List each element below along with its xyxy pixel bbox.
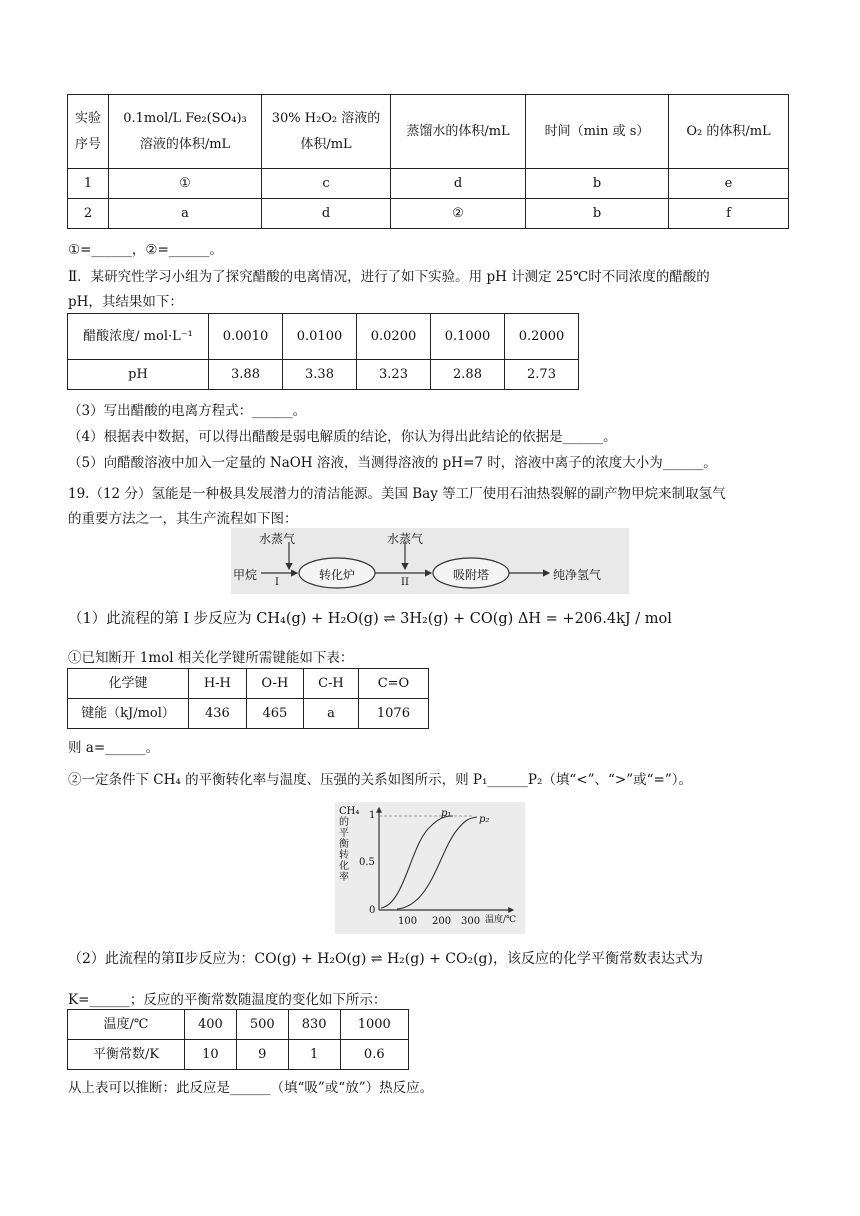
table-cell: 465 — [246, 699, 303, 729]
table-cell: f — [669, 199, 789, 229]
y-tick-05: 0.5 — [359, 857, 375, 868]
step-2-reaction: （2）此流程的第Ⅱ步反应为：CO(g) + H₂O(g) ⇌ H₂(g) + CO₂(g)，该反应的化学平衡常数表达式为 — [68, 951, 703, 967]
conversion-graph — [335, 802, 525, 934]
table-header: C-H — [304, 669, 359, 699]
table-cell: d — [262, 199, 391, 229]
x-tick-200: 200 — [432, 916, 452, 927]
x-tick-300: 300 — [461, 916, 481, 927]
step-2-label: II — [401, 577, 409, 588]
table-cell: 3.88 — [209, 360, 283, 390]
reactor-label: 转化炉 — [319, 568, 356, 582]
table-cell: b — [526, 199, 669, 229]
table-header: 温度/℃ — [68, 1010, 185, 1040]
methane-label: 甲烷 — [233, 568, 258, 582]
bond-energy-intro: ①已知断开 1mol 相关化学键所需键能如下表： — [68, 650, 354, 666]
table-cell: e — [669, 169, 789, 199]
conclusion-line: 从上表可以推断：此反应是______（填“吸”或“放”）热反应。 — [68, 1080, 434, 1096]
table-cell: ② — [391, 199, 526, 229]
table-header: 0.0010 — [209, 314, 283, 360]
table-cell: 9 — [236, 1040, 288, 1070]
question-3: （3）写出醋酸的电离方程式：______。 — [68, 403, 307, 419]
table-cell: 10 — [185, 1040, 237, 1070]
acetic-acid-ph-table — [67, 313, 579, 390]
table-cell: d — [391, 169, 526, 199]
table-cell: 1076 — [358, 699, 428, 729]
table-header: 化学键 — [68, 669, 189, 699]
header-cell — [669, 95, 789, 169]
table-cell: 3.23 — [357, 360, 431, 390]
header-line: 实验 — [74, 110, 101, 126]
header-cell — [262, 95, 391, 169]
steam-label-1: 水蒸气 — [259, 532, 296, 546]
table-cell: 3.38 — [283, 360, 357, 390]
table-cell: 1 — [68, 169, 109, 199]
header-line: 蒸馏水的体积/mL — [406, 123, 510, 139]
table-cell: b — [526, 169, 669, 199]
table-cell: 0.6 — [340, 1040, 408, 1070]
curve-p1 — [381, 816, 453, 908]
header-cell — [391, 95, 526, 169]
header-line: 溶液的体积/mL — [139, 136, 231, 152]
table-header: 830 — [288, 1010, 340, 1040]
table-cell: 2.73 — [505, 360, 579, 390]
table-cell: pH — [68, 360, 209, 390]
table-header: O-H — [246, 669, 303, 699]
question-5: （5）向醋酸溶液中加入一定量的 NaOH 溶液，当测得溶液的 pH=7 时，溶液中离子的浓度大小为______。 — [68, 455, 717, 471]
table-header: 0.0100 — [283, 314, 357, 360]
table-header: H-H — [189, 669, 247, 699]
table-header: 0.1000 — [431, 314, 505, 360]
answer-blank-line: ①=______，②=______。 — [68, 242, 223, 258]
curve-p1-label: p₁ — [441, 808, 452, 819]
bond-energy-table — [67, 668, 429, 729]
table-cell: c — [262, 169, 391, 199]
experiment-table — [67, 94, 789, 229]
table-header: 1000 — [340, 1010, 408, 1040]
table-header: 400 — [185, 1010, 237, 1040]
question-19-intro-cont: 的重要方法之一，其生产流程如下图： — [68, 511, 298, 527]
header-cell — [109, 95, 262, 169]
curve-p2 — [397, 817, 477, 909]
header-cell — [68, 95, 109, 169]
product-label: 纯净氢气 — [553, 568, 602, 582]
equilibrium-constant-table — [67, 1009, 409, 1070]
table-header: 0.2000 — [505, 314, 579, 360]
table-header: 500 — [236, 1010, 288, 1040]
curve-p2-label: p₂ — [479, 814, 490, 825]
table-header: C=O — [358, 669, 428, 699]
question-19-intro: 19.（12 分）氢能是一种极具发展潜力的清洁能源。美国 Bay 等工厂使用石油热裂解的副产物甲烷来制取氢气 — [68, 486, 726, 502]
tower-label: 吸附塔 — [453, 568, 490, 582]
x-tick-100: 100 — [398, 916, 418, 927]
header-line: 体积/mL — [300, 136, 352, 152]
bond-answer: 则 a=______。 — [68, 740, 160, 756]
table-cell: 1 — [288, 1040, 340, 1070]
table-cell: 2.88 — [431, 360, 505, 390]
table-cell: 键能（kJ/mol） — [68, 699, 189, 729]
y-axis-label: CH₄的平衡转化率 — [339, 806, 360, 883]
header-line: 0.1mol/L Fe₂(SO₄)₃ — [123, 110, 247, 126]
header-line: 30% H₂O₂ 溶液的 — [271, 110, 381, 126]
table-cell: 2 — [68, 199, 109, 229]
y-tick-1: 1 — [369, 810, 376, 821]
header-line: O₂ 的体积/mL — [686, 123, 771, 139]
step-1-label: I — [275, 577, 279, 588]
question-4: （4）根据表中数据，可以得出醋酸是弱电解质的结论，你认为得出此结论的依据是______。 — [68, 429, 617, 445]
header-line: 时间（min 或 s） — [544, 123, 650, 139]
table-cell: a — [109, 199, 262, 229]
process-flow-diagram — [231, 528, 629, 594]
table-cell: ① — [109, 169, 262, 199]
x-axis-label: 温度/℃ — [485, 915, 517, 925]
header-cell — [526, 95, 669, 169]
pressure-question: ②一定条件下 CH₄ 的平衡转化率与温度、压强的关系如图所示，则 P₁______P₂（填“<”、“>”或“=”）。 — [68, 772, 692, 788]
table-header: 醋酸浓度/ mol·L⁻¹ — [68, 314, 209, 360]
table-cell: 436 — [189, 699, 247, 729]
table-cell: a — [304, 699, 359, 729]
step-1-reaction: （1）此流程的第 I 步反应为 CH₄(g) + H₂O(g) ⇌ 3H₂(g) + CO(g) ΔH = +206.4kJ / mol — [68, 611, 672, 627]
table-cell: 平衡常数/K — [68, 1040, 185, 1070]
k-expression-line: K=______；反应的平衡常数随温度的变化如下所示： — [68, 992, 387, 1008]
y-tick-0: 0 — [369, 905, 376, 916]
table-header: 0.0200 — [357, 314, 431, 360]
section2-intro-cont: pH，其结果如下： — [68, 294, 183, 310]
header-line: 序号 — [74, 136, 101, 152]
section2-intro: Ⅱ．某研究性学习小组为了探究醋酸的电离情况，进行了如下实验。用 pH 计测定 25℃时不同浓度的醋酸的 — [68, 269, 710, 285]
steam-label-2: 水蒸气 — [387, 532, 424, 546]
